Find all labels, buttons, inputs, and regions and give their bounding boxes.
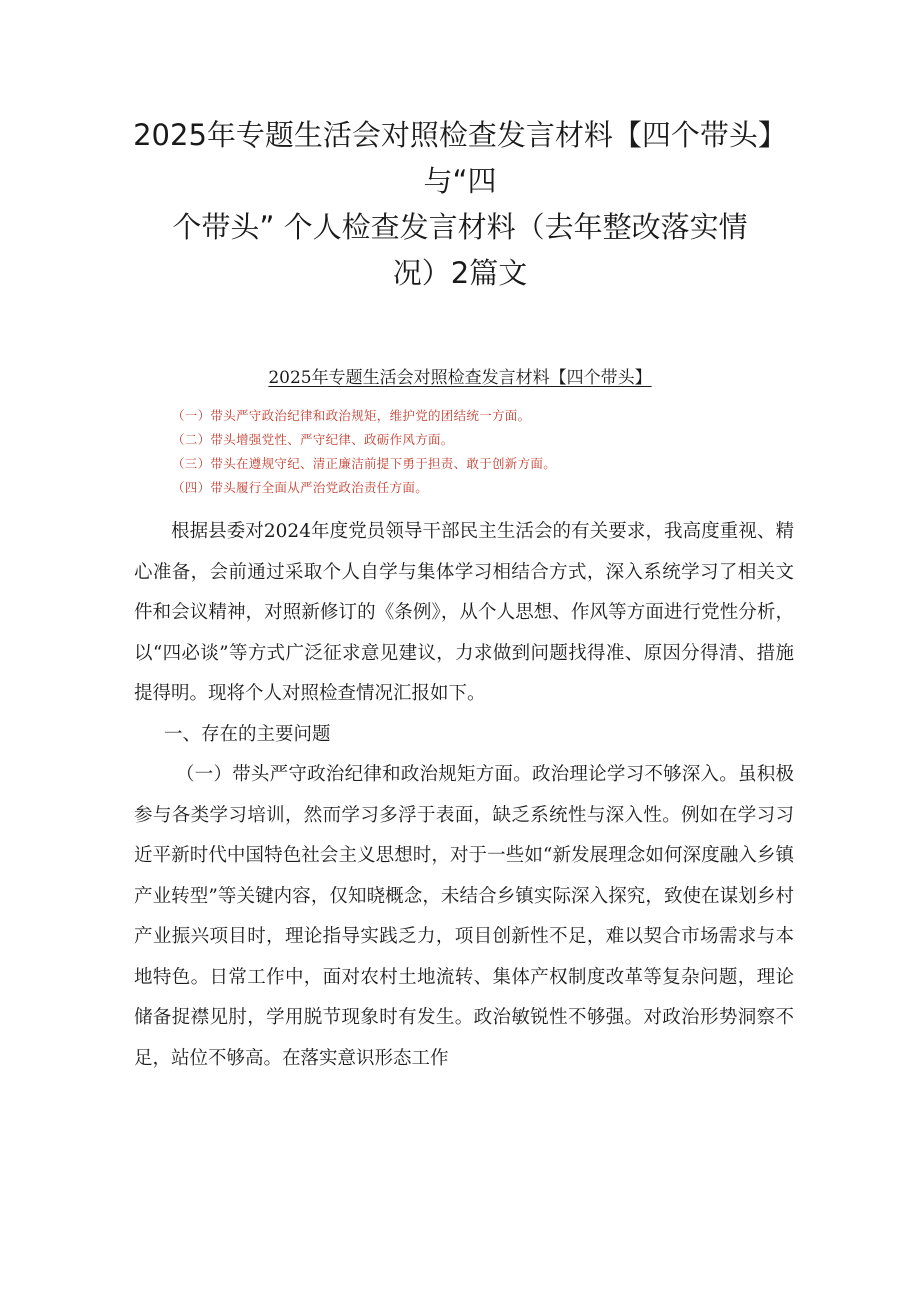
title-line-3: 况）2篇文: [392, 256, 528, 290]
subtitle-text: 2025年专题生活会对照检查发言材料【四个带头】: [268, 368, 652, 388]
toc-item[interactable]: （三）带头在遵规守纪、清正廉洁前提下勇于担责、敢于创新方面。: [172, 456, 557, 471]
document-body: [134, 512, 794, 1079]
toc-item[interactable]: （二）带头增强党性、严守纪律、政砺作风方面。: [172, 432, 454, 447]
title-line-2: 个带头” 个人检查发言材料（去年整改落实情: [172, 210, 748, 244]
section-subtitle: [150, 366, 770, 390]
document-title: [110, 112, 810, 296]
table-of-contents: [172, 404, 792, 500]
section-heading: 一、存在的主要问题: [164, 723, 331, 745]
intro-paragraph: 根据县委对2024年度党员领导干部民主生活会的有关要求，我高度重视、精心准备，会前通过采取个人自学与集体学习相结合方式，深入系统学习了相关文件和会议精神，对照新修订的《条例》，从个人思想、作风等方面进行党性分析，以“四必谈”等方式广泛征求意见建议，力求做到问题找得准、原因分得清、措施提得明。现将个人对照检查情况汇报如下。: [134, 521, 794, 704]
section-paragraph: （一）带头严守政治纪律和政治规矩方面。政治理论学习不够深入。虽积极参与各类学习培训，然而学习多浮于表面，缺乏系统性与深入性。例如在学习习近平新时代中国特色社会主义思想时，对于一些如“新发展理念如何深度融入乡镇产业转型”等关键内容，仅知晓概念，未结合乡镇实际深入探究，致使在谋划乡村产业振兴项目时，理论指导实践乏力，项目创新性不足，难以契合市场需求与本地特色。日常工作中，面对农村土地流转、集体产权制度改革等复杂问题，理论储备捉襟见肘，学用脱节现象时有发生。政治敏锐性不够强。对政治形势洞察不足，站位不够高。在落实意识形态工作: [134, 764, 794, 1069]
toc-item[interactable]: （四）带头履行全面从严治党政治责任方面。: [172, 480, 429, 495]
title-line-1: 2025年专题生活会对照检查发言材料【四个带头】与“四: [133, 118, 787, 198]
toc-item[interactable]: （一）带头严守政治纪律和政治规矩，维护党的团结统一方面。: [172, 408, 531, 423]
